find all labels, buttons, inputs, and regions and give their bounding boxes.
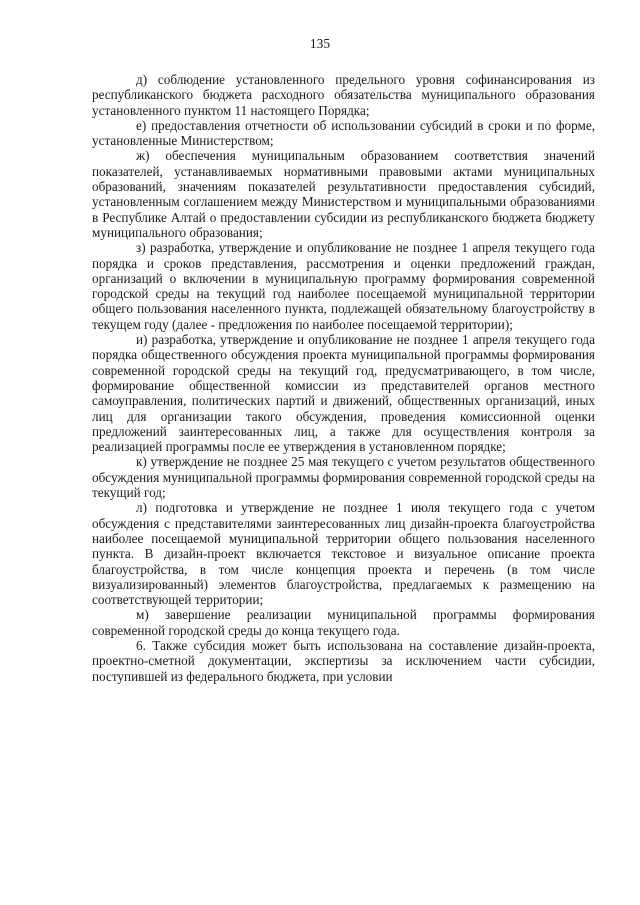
paragraph-zh: ж) обеспечения муниципальным образованием соответствия значений показателей, устанавливаемых нормативными правовыми актами муниципальных образований, значениям показателей результативности предоставления субсидий, установленным соглашением между Министерством и муниципальными образованиями в Республике Алтай о предоставлении субсидии из республиканского бюджета бюджету муниципального образования; bbox=[92, 148, 595, 240]
paragraph-i: и) разработка, утверждение и опубликование не позднее 1 апреля текущего года порядка общественного обсуждения проекта муниципальной программы формирования современной городской среды на текущий год, предусматривающего, в том числе, формирование общественной комиссии из представителей органов местного самоуправления, политических партий и движений, общественных организаций, иных лиц для организации такого обсуждения, проведения комиссионной оценки предложений заинтересованных лиц, а также для осуществления контроля за реализацией программы после ее утверждения в установленном порядке; bbox=[92, 332, 595, 455]
paragraph-d: д) соблюдение установленного предельного уровня софинансирования из республиканского бюджета расходного обязательства муниципального образования установленного пунктом 11 настоящего Порядка; bbox=[92, 72, 595, 118]
page-number: 135 bbox=[309, 36, 331, 51]
paragraph-m: м) завершение реализации муниципальной программы формирования современной городской среды до конца текущего года. bbox=[92, 607, 595, 638]
paragraph-z: з) разработка, утверждение и опубликование не позднее 1 апреля текущего года порядка и сроков представления, рассмотрения и оценки предложений граждан, организаций о включении в муниципальную программу формирования современной городской среды на текущий год наиболее посещаемой муниципальной территории общего пользования населенного пункта, подлежащей обязательному благоустройству в текущем году (далее - предложения по наиболее посещаемой территории); bbox=[92, 240, 595, 332]
paragraph-6: 6. Также субсидия может быть использована на составление дизайн-проекта, проектно-сметной документации, экспертизы за исключением части субсидии, поступившей из федерального бюджета, при условии bbox=[92, 637, 595, 684]
paragraph-k: к) утверждение не позднее 25 мая текущего с учетом результатов общественного обсуждения муниципальной программы формирования современной городской среды на текущий год; bbox=[92, 454, 595, 501]
paragraph-l: л) подготовка и утверждение не позднее 1 июля текущего года с учетом обсуждения с представителями заинтересованных лиц дизайн-проекта благоустройства наиболее посещаемой муниципальной территории общего пользования населенного пункта. В дизайн-проект включается текстовое и визуальное описание проекта благоустройства, в том числе концепция проекта и перечень (в том числе визуализированный) элементов благоустройства, предлагаемых к размещению на соответствующей территории; bbox=[92, 500, 595, 608]
document-body bbox=[92, 72, 595, 684]
paragraph-e: е) предоставления отчетности об использовании субсидий в сроки и по форме, установленные Министерством; bbox=[92, 117, 595, 149]
